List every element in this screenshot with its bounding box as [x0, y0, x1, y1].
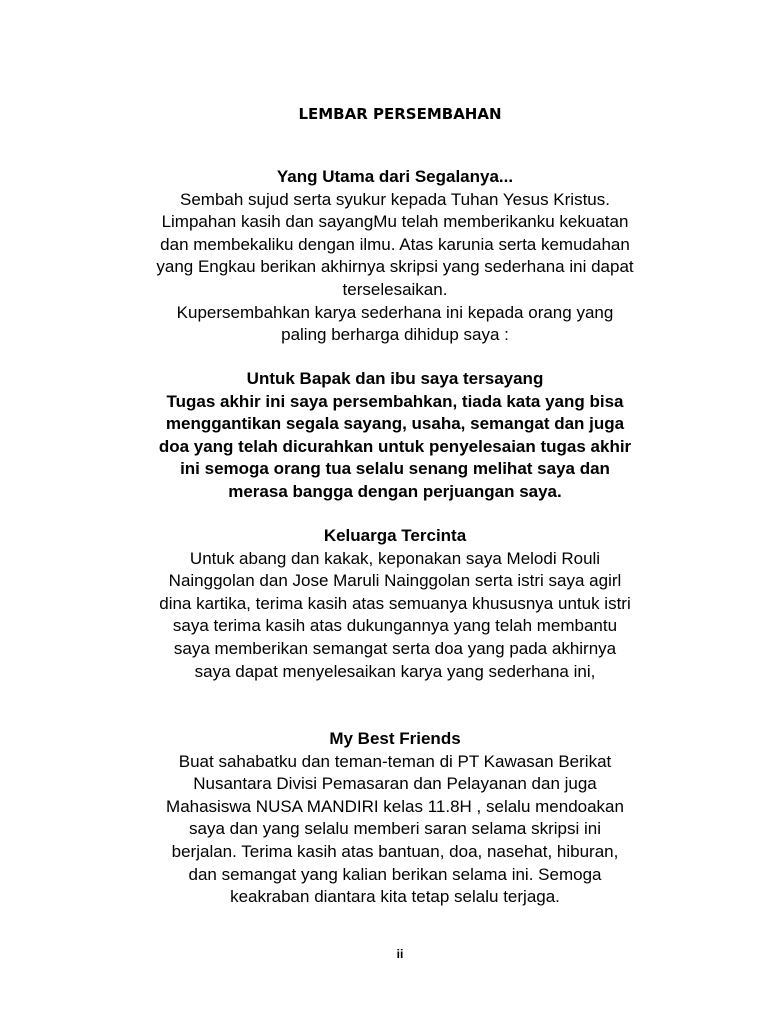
- paragraph-line: menggantikan segala sayang, usaha, semangat dan juga: [165, 414, 625, 434]
- paragraph-line: Mahasiswa NUSA MANDIRI kelas 11.8H , selalu mendoakan: [166, 796, 624, 816]
- paragraph-line: keakraban diantara kita tetap selalu terjaga.: [230, 887, 560, 907]
- paragraph-line: dina kartika, terima kasih atas semuanya khususnya untuk istri: [159, 593, 631, 613]
- paragraph-line: terselesaikan.: [342, 279, 448, 299]
- paragraph-line: merasa bangga dengan perjuangan saya.: [228, 481, 562, 501]
- paragraph-line: Untuk abang dan kakak, keponakan saya Melodi Rouli: [189, 548, 601, 568]
- paragraph-line: berjalan. Terima kasih atas bantuan, doa, nasehat, hiburan,: [171, 841, 619, 861]
- paragraph-line: Sembah sujud serta syukur kepada Tuhan Yesus Kristus.: [180, 189, 610, 209]
- paragraph-line: Tugas akhir ini saya persembahkan, tiada kata yang bisa: [166, 391, 624, 411]
- paragraph-line: saya dan yang selalu memberi saran selama skripsi ini: [189, 819, 601, 839]
- section-heading: Yang Utama dari Segalanya...: [276, 167, 514, 186]
- section-heading: Keluarga Tercinta: [323, 526, 467, 545]
- paragraph-line: dan semangat yang kalian berikan selama ini. Semoga: [188, 864, 602, 884]
- section-yang-utama: [0, 166, 768, 347]
- paragraph-line: doa yang telah dicurahkan untuk penyelesaian tugas akhir: [158, 436, 632, 456]
- paragraph-line: saya dapat menyelesaikan karya yang sederhana ini,: [194, 661, 596, 681]
- section-orang-tua: [0, 368, 768, 504]
- paragraph-line: Nainggolan dan Jose Maruli Nainggolan serta istri saya agirl: [168, 571, 622, 591]
- section-heading: Untuk Bapak dan ibu saya tersayang: [246, 369, 544, 388]
- paragraph-line: Nusantara Divisi Pemasaran dan Pelayanan dan juga: [193, 774, 597, 794]
- section-heading: My Best Friends: [329, 729, 461, 748]
- paragraph-line: paling berharga dihidup saya :: [281, 325, 509, 345]
- paragraph-line: dan membekaliku dengan ilmu. Atas karunia serta kemudahan: [160, 234, 630, 254]
- page-title: LEMBAR PERSEMBAHAN: [298, 105, 502, 123]
- paragraph-line: saya memberikan semangat serta doa yang pada akhirnya: [173, 638, 617, 658]
- paragraph-line: Buat sahabatku dan teman-teman di PT Kawasan Berikat: [178, 751, 612, 771]
- paragraph-line: saya terima kasih atas dukungannya yang telah membantu: [172, 616, 618, 636]
- paragraph-line: Kupersembahkan karya sederhana ini kepada orang yang: [176, 302, 614, 322]
- section-keluarga: [0, 525, 768, 683]
- paragraph-line: ini semoga orang tua selalu senang melihat saya dan: [180, 459, 610, 479]
- paragraph-line: yang Engkau berikan akhirnya skripsi yang sederhana ini dapat: [156, 257, 634, 277]
- paragraph-line: Limpahan kasih dan sayangMu telah memberikanku kekuatan: [161, 212, 629, 232]
- page-number: ii: [396, 947, 404, 961]
- section-best-friends: [0, 728, 768, 909]
